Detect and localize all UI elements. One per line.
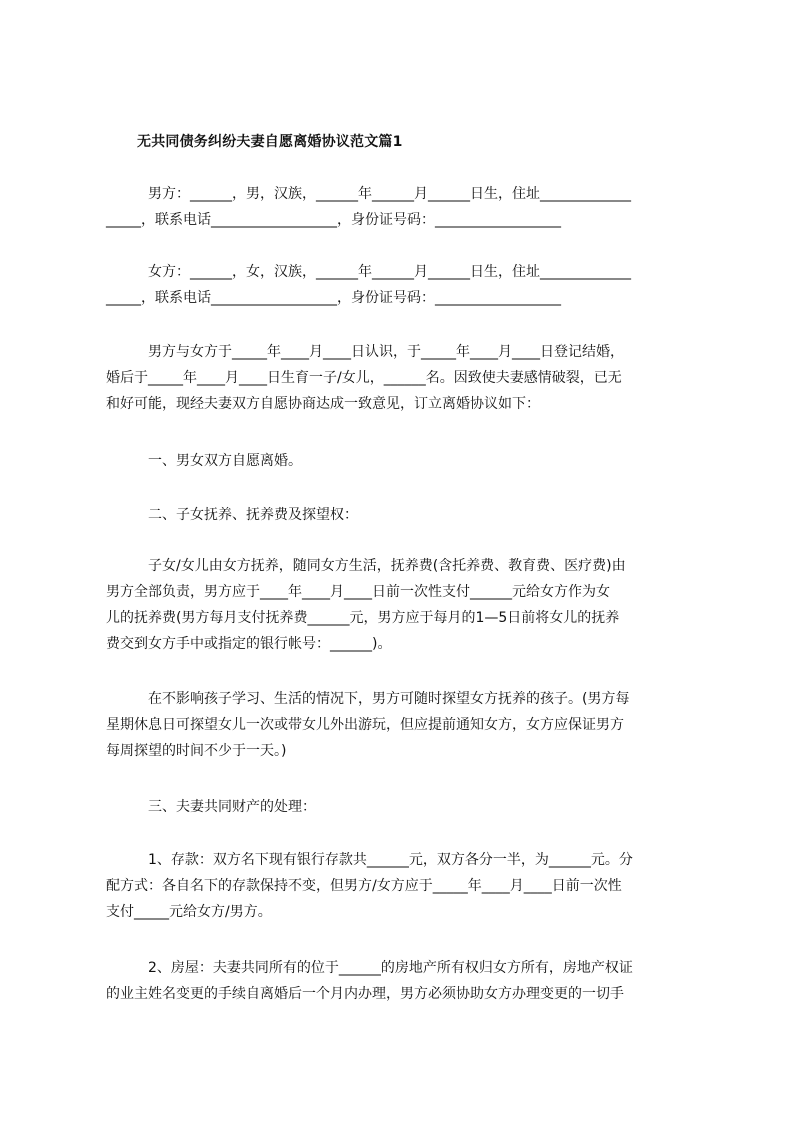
section-heading-divorce [106, 448, 706, 474]
paragraph-line: 2、房屋：夫妻共同所有的位于______的房地产所有权归女方所有，房地产权证 [148, 960, 633, 976]
paragraph-deposits [106, 847, 706, 925]
paragraph-line: 费交到女方手中或指定的银行帐号：______)。 [106, 636, 392, 652]
paragraph-line: 婚后于_____年____月____日生育一子/女儿，______名。因致使夫妻感情破裂，已无 [106, 370, 622, 386]
paragraph-line: 1、存款：双方名下现有银行存款共______元，双方各分一半，为______元。分 [148, 852, 633, 868]
paragraph-line: 每周探望的时间不少于一天。) [106, 743, 287, 759]
paragraph-line: _____，联系电话__________________，身份证号码：__________________ [106, 290, 561, 306]
section-heading-property [106, 794, 706, 820]
paragraph-female-party [106, 259, 706, 311]
section-heading: 一、男女双方自愿离婚。 [148, 453, 302, 469]
paragraph-line: 子女/女儿由女方抚养，随同女方生活，抚养费(含托养费、教育费、医疗费)由 [148, 558, 626, 574]
paragraph-line: 和好可能，现经夫妻双方自愿协商达成一致意见，订立离婚协议如下： [106, 396, 540, 412]
paragraph-line: 男方：______，男，汉族，______年______月______日生，住址_____________ [148, 186, 631, 202]
paragraph-line: _____，联系电话__________________，身份证号码：__________________ [106, 212, 561, 228]
paragraph-line: 支付_____元给女方/男方。 [106, 904, 272, 920]
paragraph-visitation [106, 686, 706, 764]
paragraph-line: 女方：______，女，汉族，______年______月______日生，住址_____________ [148, 264, 631, 280]
paragraph-line: 星期休息日可探望女儿一次或带女儿外出游玩，但应提前通知女方，女方应保证男方 [106, 717, 624, 733]
paragraph-house [106, 955, 706, 1007]
section-heading: 三、夫妻共同财产的处理： [148, 799, 316, 815]
section-heading-custody [106, 502, 706, 528]
paragraph-line: 配方式：各自名下的存款保持不变，但男方/女方应于_____年____月____日前一次性 [106, 878, 622, 894]
paragraph-line: 儿的抚养费(男方每月支付抚养费______元，男方应于每月的1—5日前将女儿的抚养 [106, 610, 620, 626]
paragraph-line: 在不影响孩子学习、生活的情况下，男方可随时探望女方抚养的孩子。(男方每 [148, 691, 630, 707]
document-title: 无共同债务纠纷夫妻自愿离婚协议范文篇1 [137, 134, 403, 150]
paragraph-line: 男方与女方于_____年____月____日认识，于_____年____月____日登记结婚， [148, 344, 624, 360]
section-heading: 二、子女抚养、抚养费及探望权： [148, 507, 358, 523]
paragraph-marriage-history [106, 339, 706, 417]
paragraph-line: 的业主姓名变更的手续自离婚后一个月内办理，男方必须协助女方办理变更的一切手 [106, 986, 624, 1002]
paragraph-male-party [106, 181, 706, 233]
paragraph-child-support [106, 553, 706, 657]
paragraph-line: 男方全部负责，男方应于____年____月____日前一次性支付______元给女方作为女 [106, 584, 610, 600]
